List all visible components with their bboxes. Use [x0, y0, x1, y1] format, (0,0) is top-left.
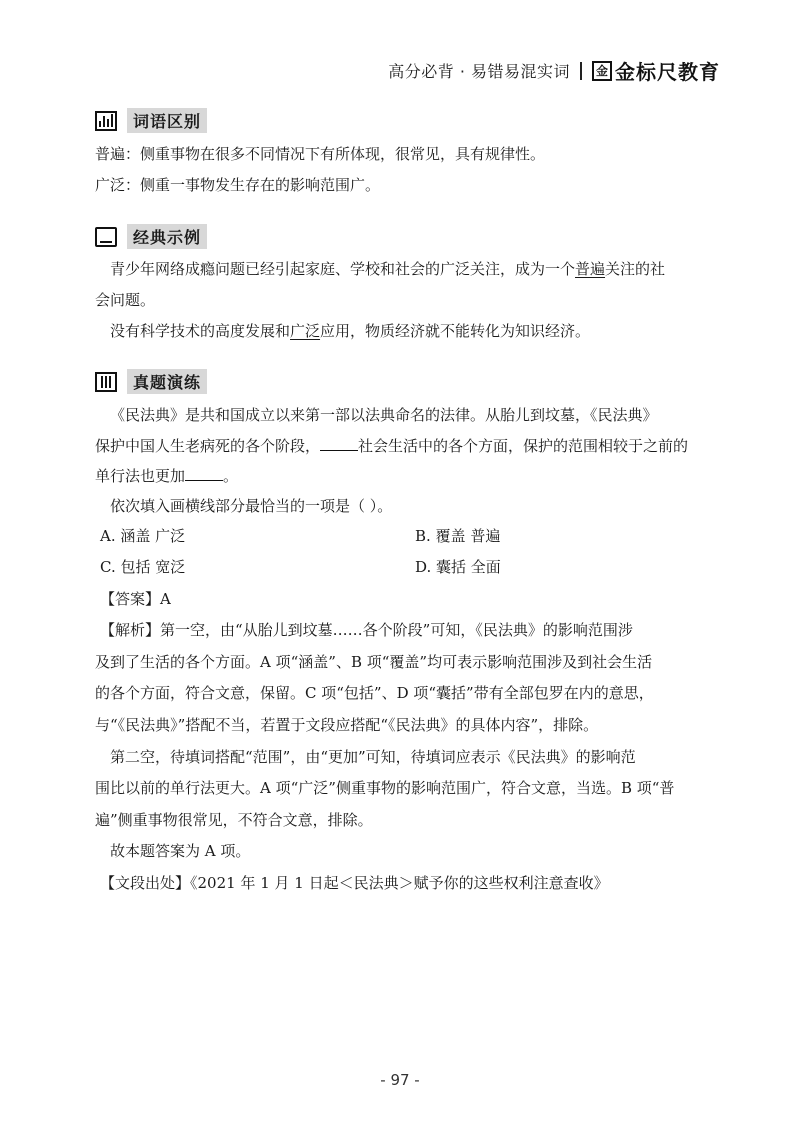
analysis-line-5: 第二空，待填词搭配“范围”，由“更加”可知，待填词应表示《民法典》的影响范	[110, 748, 636, 766]
question-text: 社会生活中的各个方面，保护的范围相较于之前的	[358, 437, 689, 455]
example-text: 关注的社	[605, 260, 666, 278]
section-practice-heading	[95, 369, 207, 394]
brand-name: 金标尺教育	[615, 60, 720, 84]
example-2-line	[110, 321, 590, 341]
page-number: - 97 -	[380, 1071, 420, 1089]
section-title: 真题演练	[127, 369, 207, 394]
option-a: A. 涵盖 广泛	[100, 527, 186, 545]
source-line: 【文段出处】《2021 年 1 月 1 日起＜民法典＞赋予你的这些权利注意查收》	[100, 874, 609, 892]
underlined-word: 广泛	[290, 322, 321, 340]
question-text: 保护中国人生老病死的各个阶段，	[95, 437, 321, 455]
analysis-line-6: 围比以前的单行法更大。A 项“广泛”侧重事物的影响范围广，符合文意，当选。B 项“普	[95, 779, 675, 797]
option-d: D. 囊括 全面	[415, 558, 501, 576]
distinction-line-1: 普遍：侧重事物在很多不同情况下有所体现，很常见，具有规律性。	[95, 145, 546, 163]
option-b: B. 覆盖 普遍	[415, 527, 501, 545]
question-line-3	[95, 466, 238, 486]
section-title: 经典示例	[127, 224, 207, 249]
example-text: 应用，物质经济就不能转化为知识经济。	[320, 322, 591, 340]
answer: 【答案】A	[100, 590, 171, 608]
brand-mark-icon: 金	[592, 61, 612, 81]
analysis-line-1: 【解析】第一空，由“从胎儿到坟墓……各个阶段”可知，《民法典》的影响范围涉	[100, 621, 633, 639]
blank-line	[320, 438, 358, 451]
option-c: C. 包括 宽泛	[100, 558, 186, 576]
question-line-2	[95, 436, 688, 456]
header-title: 高分必背 · 易错易混实词	[388, 62, 570, 81]
underlined-word: 普遍	[575, 260, 606, 278]
distinction-line-2: 广泛：侧重一事物发生存在的影响范围广。	[95, 176, 381, 194]
section-distinction-heading	[95, 108, 207, 133]
cart-icon	[95, 227, 117, 247]
example-1-line-2: 会问题。	[95, 291, 156, 309]
bar-chart-icon	[95, 111, 117, 131]
analysis-line-3: 的各个方面，符合文意，保留。C 项“包括”、D 项“囊括”带有全部包罗在内的意思，	[95, 684, 654, 702]
question-line-1: 《民法典》是共和国成立以来第一部以法典命名的法律。从胎儿到坟墓，《民法典》	[110, 406, 658, 424]
example-1-line-1	[110, 259, 665, 279]
analysis-line-2: 及到了生活的各个方面。A 项“涵盖”、B 项“覆盖”均可表示影响范围涉及到社会生活	[95, 653, 653, 671]
example-text: 青少年网络成瘾问题已经引起家庭、学校和社会的广泛关注，成为一个	[110, 260, 576, 278]
section-title: 词语区别	[127, 108, 207, 133]
question-text: 。	[223, 467, 239, 485]
section-examples-heading	[95, 224, 207, 249]
analysis-line-7: 遍”侧重事物很常见，不符合文意，排除。	[95, 811, 373, 829]
analysis-line-4: 与“《民法典》”搭配不当，若置于文段应搭配“《民法典》的具体内容”，排除。	[95, 716, 599, 734]
blank-line	[185, 468, 223, 481]
page-header	[388, 56, 720, 85]
header-separator	[580, 62, 582, 80]
analysis-line-8: 故本题答案为 A 项。	[110, 842, 251, 860]
example-text: 没有科学技术的高度发展和	[110, 322, 291, 340]
question-prompt: 依次填入画横线部分最恰当的一项是（ ）。	[110, 497, 393, 515]
question-text: 单行法也更加	[95, 467, 186, 485]
sliders-icon	[95, 372, 117, 392]
brand-logo	[592, 56, 720, 85]
